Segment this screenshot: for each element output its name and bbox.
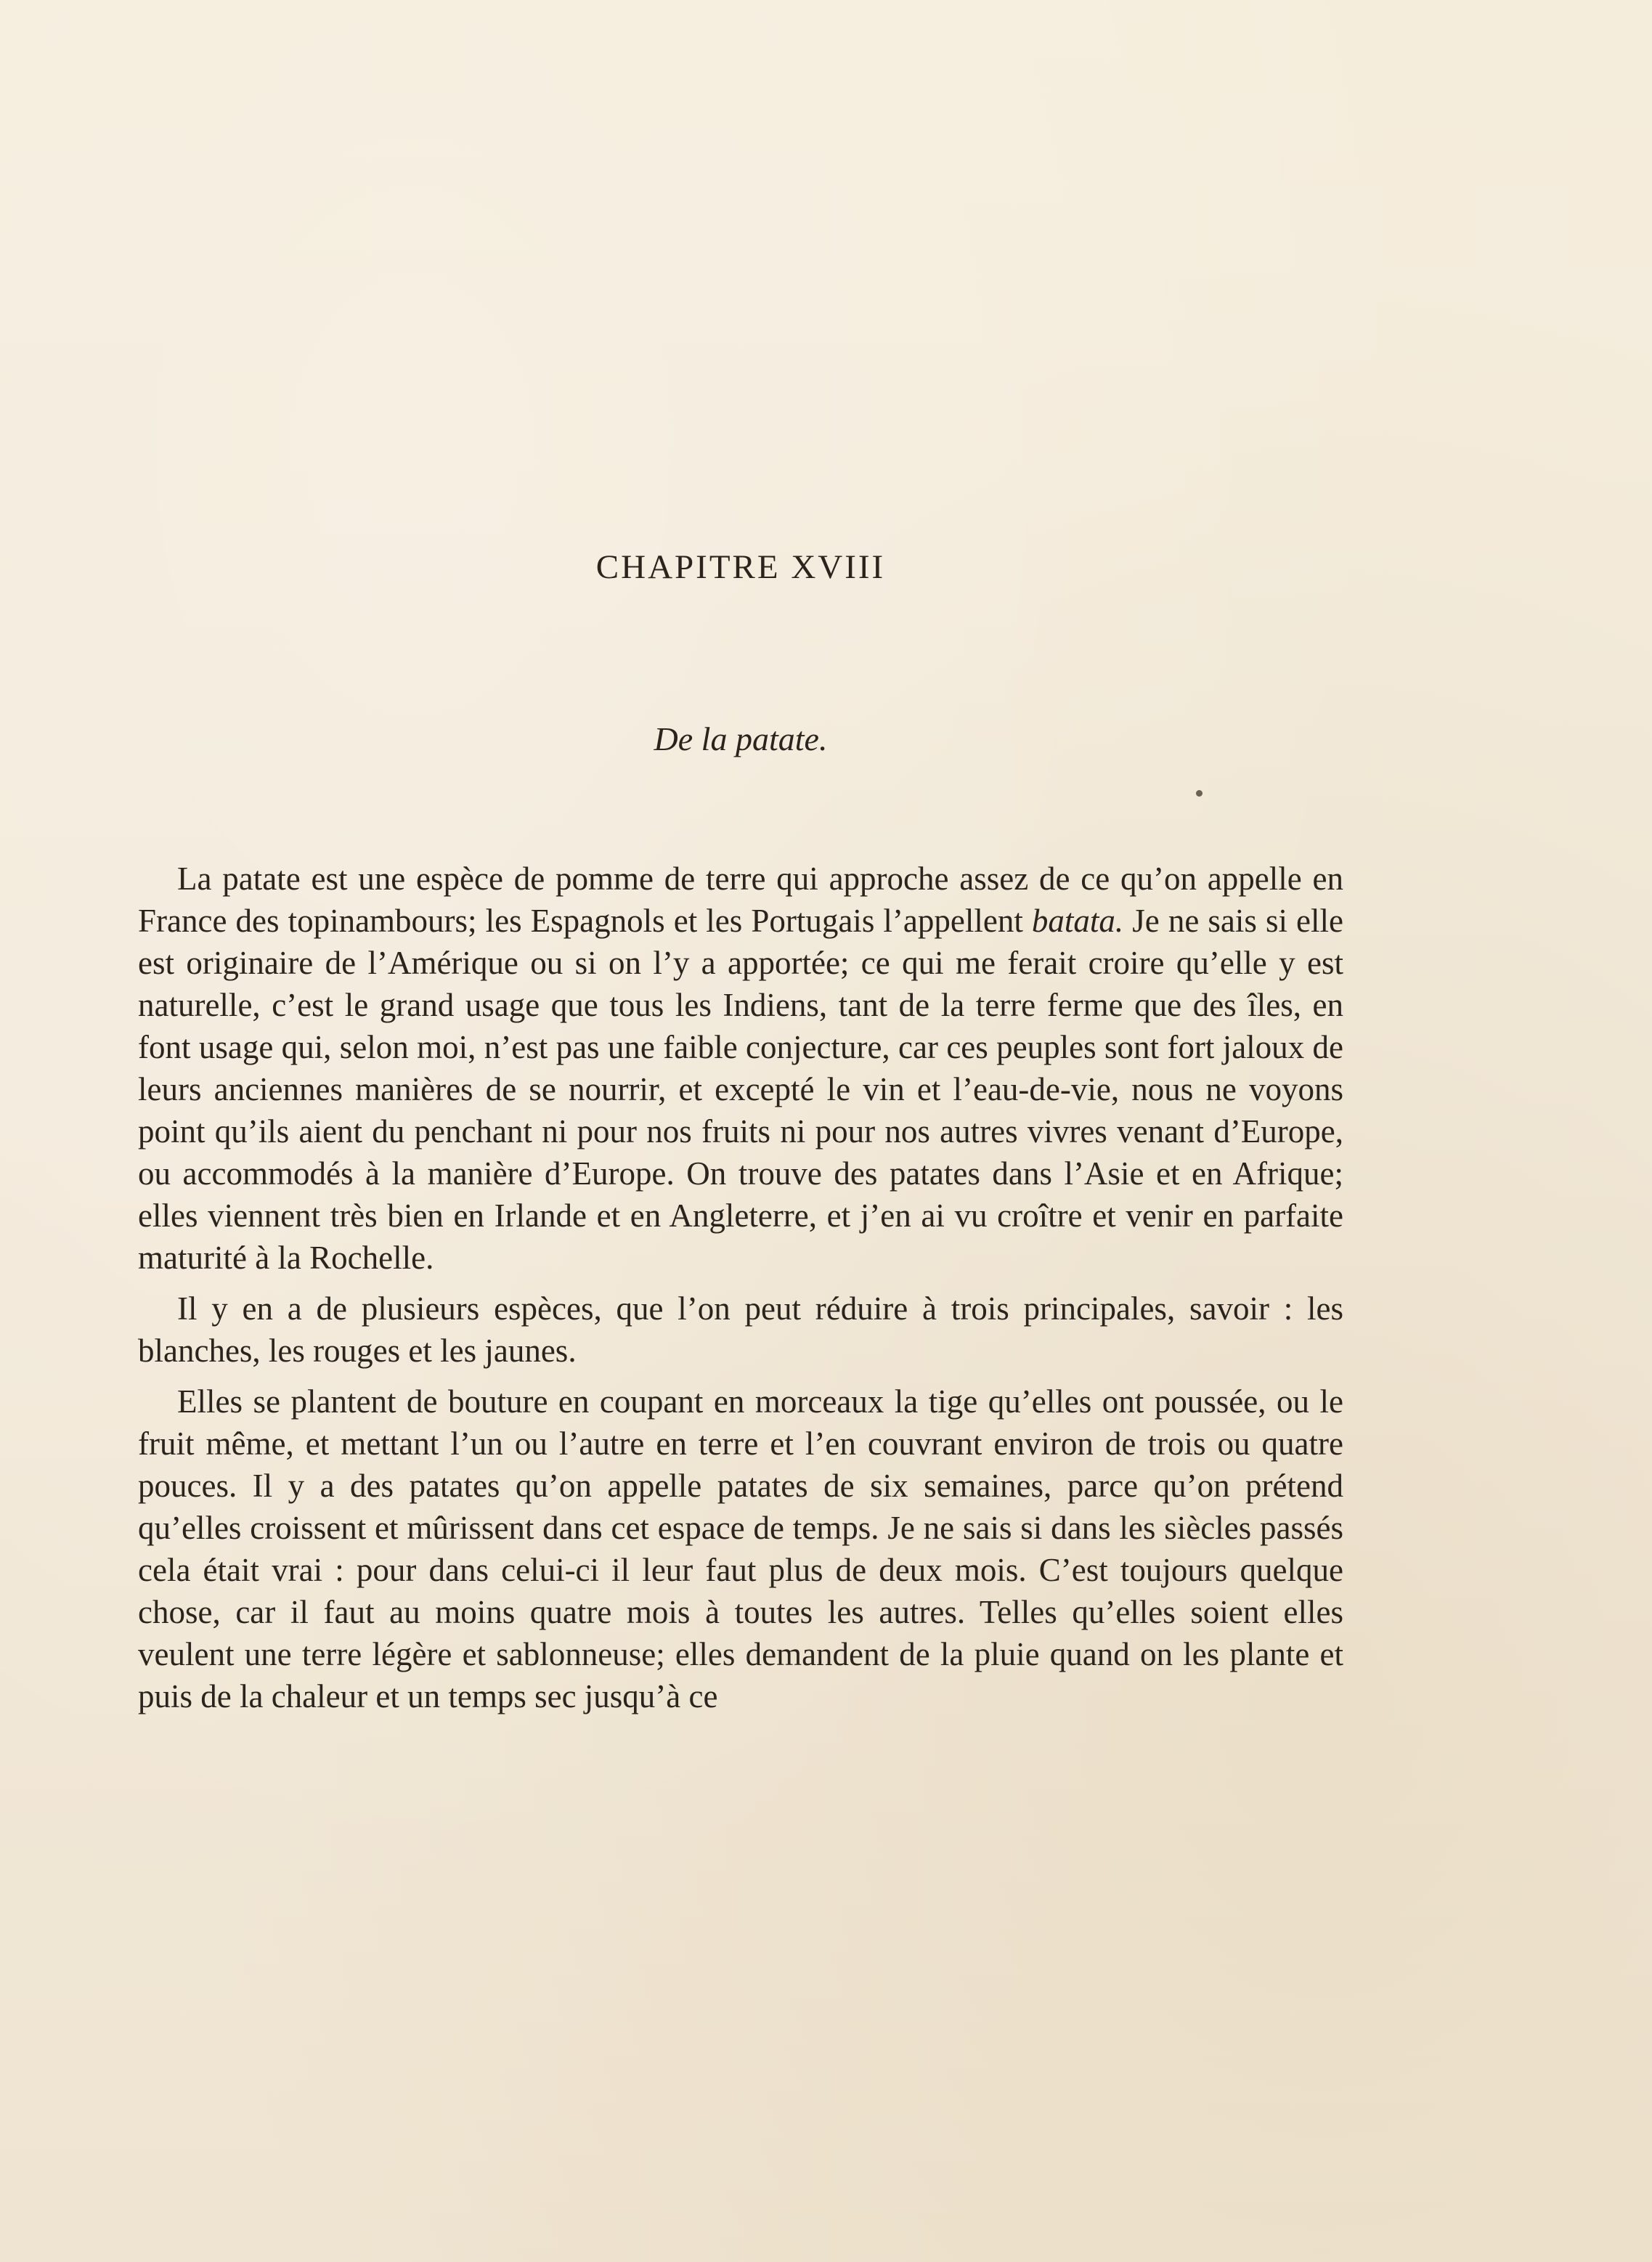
paragraph-2: Il y en a de plusieurs espèces, que l’on peut réduire à trois principales, savoir : les blanches, les rouges et les jaunes. [138,1290,1343,1369]
paragraph-1-italic-term: batata. [1031,903,1124,939]
page-text-block [138,537,1343,1726]
chapter-subtitle: De la patate. [654,720,828,757]
paragraph-1-text-start: La patate est une espèce de pomme de terre qui approche assez de ce qu’on appelle en France des topinambours; les Espagnols et les Portugais l’appellent [138,861,1343,939]
paragraph-1-text-end: Je ne sais si elle est originaire de l’Amérique ou si on l’y a apportée; ce qui me ferait croire qu’elle y est naturelle, c’est le grand usage que tous les Indiens, tant de la terre ferme que des îles, en font usage qui, selon moi, n’est pas une faible conjecture, car ces peuples sont fort jaloux de leurs anciennes manières de se nourrir, et excepté le vin et l’eau-de-vie, nous ne voyons point qu’ils aient du penchant ni pour nos fruits ni pour nos autres vivres venant d’Europe, ou accommodés à la manière d’Europe. On trouve des patates dans l’Asie et en Afrique; elles viennent très bien en Irlande et en Angleterre, et j’en ai vu croître et venir en parfaite maturité à la Rochelle. [138,903,1343,1276]
paragraph-1 [138,858,1343,1279]
chapter-body [138,858,1343,1717]
chapter-title: CHAPITRE XVIII [595,548,886,586]
paragraph-3: Elles se plantent de bouture en coupant en morceaux la tige qu’elles ont poussée, ou le fruit même, et mettant l’un ou l’autre en terre et l’en couvrant environ de trois ou quatre pouces. Il y a des patates qu’on appelle patates de six semaines, parce qu’on prétend qu’elles croissent et mûrissent dans cet espace de temps. Je ne sais si dans les siècles passés cela était vrai : pour dans celui-ci il leur faut plus de deux mois. C’est toujours quelque chose, car il faut au moins quatre mois à toutes les autres. Telles qu’elles soient elles veulent une terre légère et sablonneuse; elles demandent de la pluie quand on les plante et puis de la chaleur et un temps sec jusqu’à ce [138,1383,1343,1714]
